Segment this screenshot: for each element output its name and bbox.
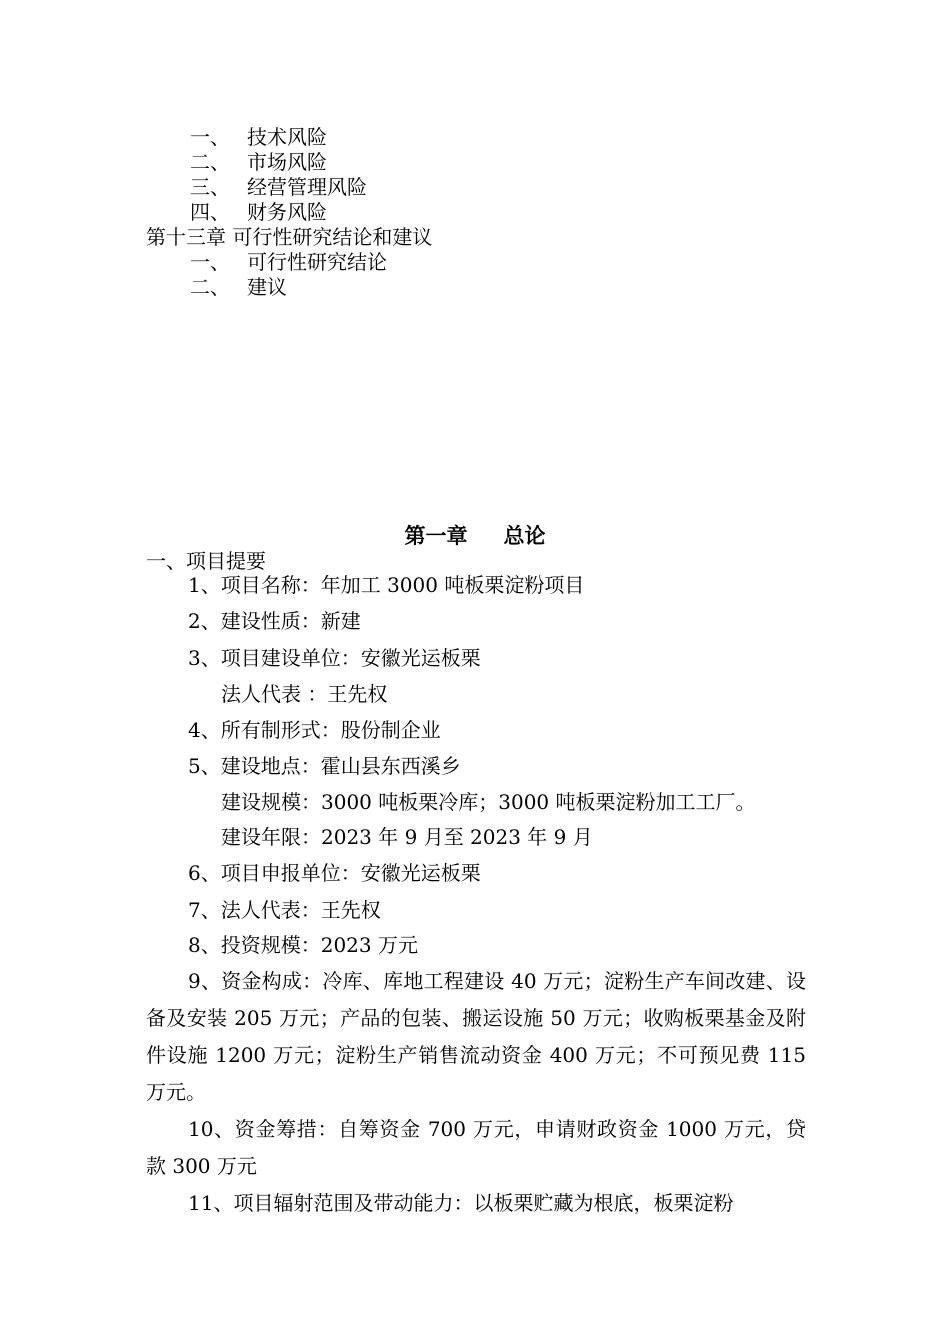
toc-item-label: 财务风险: [247, 200, 327, 224]
toc-item-feasibility-conclusion: [190, 250, 387, 274]
construction-period-line: 建设年限：2023 年 9 月至 2023 年 9 月: [221, 825, 593, 849]
section-heading: 一、项目提要: [146, 549, 266, 573]
legal-representative-line: 法人代表 ：王先权: [221, 682, 388, 706]
construction-site-line: 5、建设地点：霍山县东西溪乡: [188, 754, 461, 778]
chapter-name: 总论: [503, 523, 546, 548]
toc-item-number: 一、: [190, 250, 230, 274]
toc-chapter-13: 第十三章 可行性研究结论和建议: [146, 225, 433, 249]
toc-item-suggestions: [190, 275, 287, 299]
toc-item-number: 三、: [190, 175, 230, 199]
construction-unit-line: 3、项目建设单位：安徽光运板栗: [188, 646, 481, 670]
radiation-scope-paragraph: 11、项目辐射范围及带动能力：以板栗贮藏为根底，板栗淀粉: [188, 1191, 734, 1215]
toc-item-financial-risk: [190, 200, 327, 224]
toc-item-technical-risk: [190, 125, 327, 149]
construction-nature-line: 2、建设性质：新建: [188, 609, 361, 633]
toc-item-number: 一、: [190, 125, 230, 149]
toc-item-label: 技术风险: [247, 125, 327, 149]
ownership-line: 4、所有制形式：股份制企业: [188, 718, 441, 742]
capital-raising-paragraph: 10、资金筹措：自筹资金 700 万元，申请财政资金 1000 万元，贷款 300 万元: [146, 1117, 806, 1178]
chapter-title: [0, 523, 950, 549]
toc-item-label: 经营管理风险: [247, 175, 367, 199]
toc-item-label: 市场风险: [247, 150, 327, 174]
applicant-unit-line: 6、项目申报单位：安徽光运板栗: [188, 861, 481, 885]
legal-rep-line: 7、法人代表：王先权: [188, 898, 381, 922]
toc-item-number: 二、: [190, 275, 230, 299]
toc-item-label: 可行性研究结论: [247, 250, 387, 274]
investment-scale-line: 8、投资规模：2023 万元: [188, 933, 418, 957]
capital-composition-paragraph: 9、资金构成：冷库、库地工程建设 40 万元；淀粉生产车间改建、设备及安装 205 万元；产品的包装、搬运设施 50 万元；收购板栗基金及附件设施 1200 万元；淀粉生产销售流动资金 400 万元；不可预见费 115 万元。: [146, 969, 806, 1104]
toc-item-number: 二、: [190, 150, 230, 174]
toc-item-market-risk: [190, 150, 327, 174]
toc-item-number: 四、: [190, 200, 230, 224]
project-name-line: 1、项目名称：年加工 3000 吨板栗淀粉项目: [188, 573, 585, 597]
chapter-number: 第一章: [404, 523, 468, 548]
toc-item-label: 建议: [247, 275, 287, 299]
construction-scale-line: 建设规模：3000 吨板栗冷库；3000 吨板栗淀粉加工工厂。: [221, 790, 756, 814]
toc-item-management-risk: [190, 175, 367, 199]
